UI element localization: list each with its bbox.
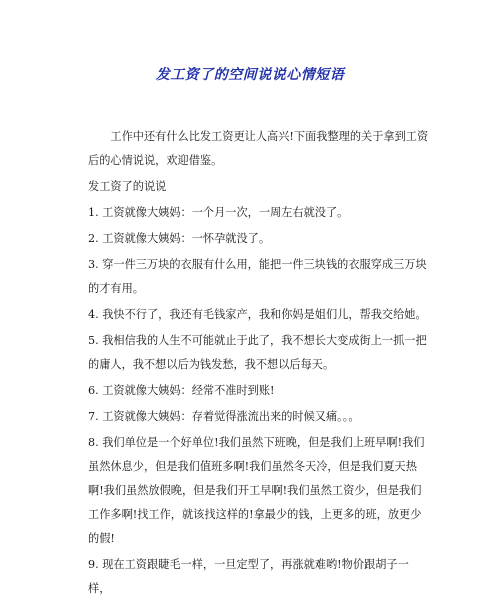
list-item: 7. 工资就像大姨妈：存着觉得涨流出来的时候又痛。。。 [88, 410, 360, 423]
list-item: 8. 我们单位是一个好单位!我们虽然下班晚，但是我们上班早啊!我们虽然休息少，但是我们值班多啊!我们虽然冬天冷，但是我们夏天热啊!我们虽然放假晚，但是我们开工早啊!我们虽然工资少，但是我们工作多啊!找工作，就该找这样的!拿最少的钱，上更多的班，放更少的假! [88, 436, 425, 545]
document-title: 发工资了的空间说说心情短语 [155, 67, 345, 83]
list-item: 6. 工资就像大姨妈：经常不准时到账! [88, 384, 275, 397]
document-body [88, 125, 430, 603]
list-item: 9. 现在工资跟睫毛一样，一旦定型了，再涨就难哟!物价跟胡子一样， [88, 558, 409, 595]
intro-paragraph: 工作中还有什么比发工资更让人高兴!下面我整理的关于拿到工资后的心情说说，欢迎借鉴。 [88, 130, 429, 167]
list-item: 3. 穿一件三万块的衣服有什么用，能把一件三块钱的衣服穿成三万块的才有用。 [88, 258, 427, 295]
list-item: 2. 工资就像大姨妈：一怀孕就没了。 [88, 232, 271, 245]
list-item: 5. 我相信我的人生不可能就止于此了，我不想长大变成街上一抓一把的庸人，我不想以后为钱发愁，我不想以后每天。 [88, 334, 427, 371]
section-heading: 发工资了的说说 [88, 180, 167, 193]
list-item: 1. 工资就像大姨妈：一个月一次，一周左右就没了。 [88, 206, 349, 219]
list-item: 4. 我快不行了，我还有毛钱家产，我和你妈是姐们儿，帮我交给她。 [88, 308, 427, 321]
